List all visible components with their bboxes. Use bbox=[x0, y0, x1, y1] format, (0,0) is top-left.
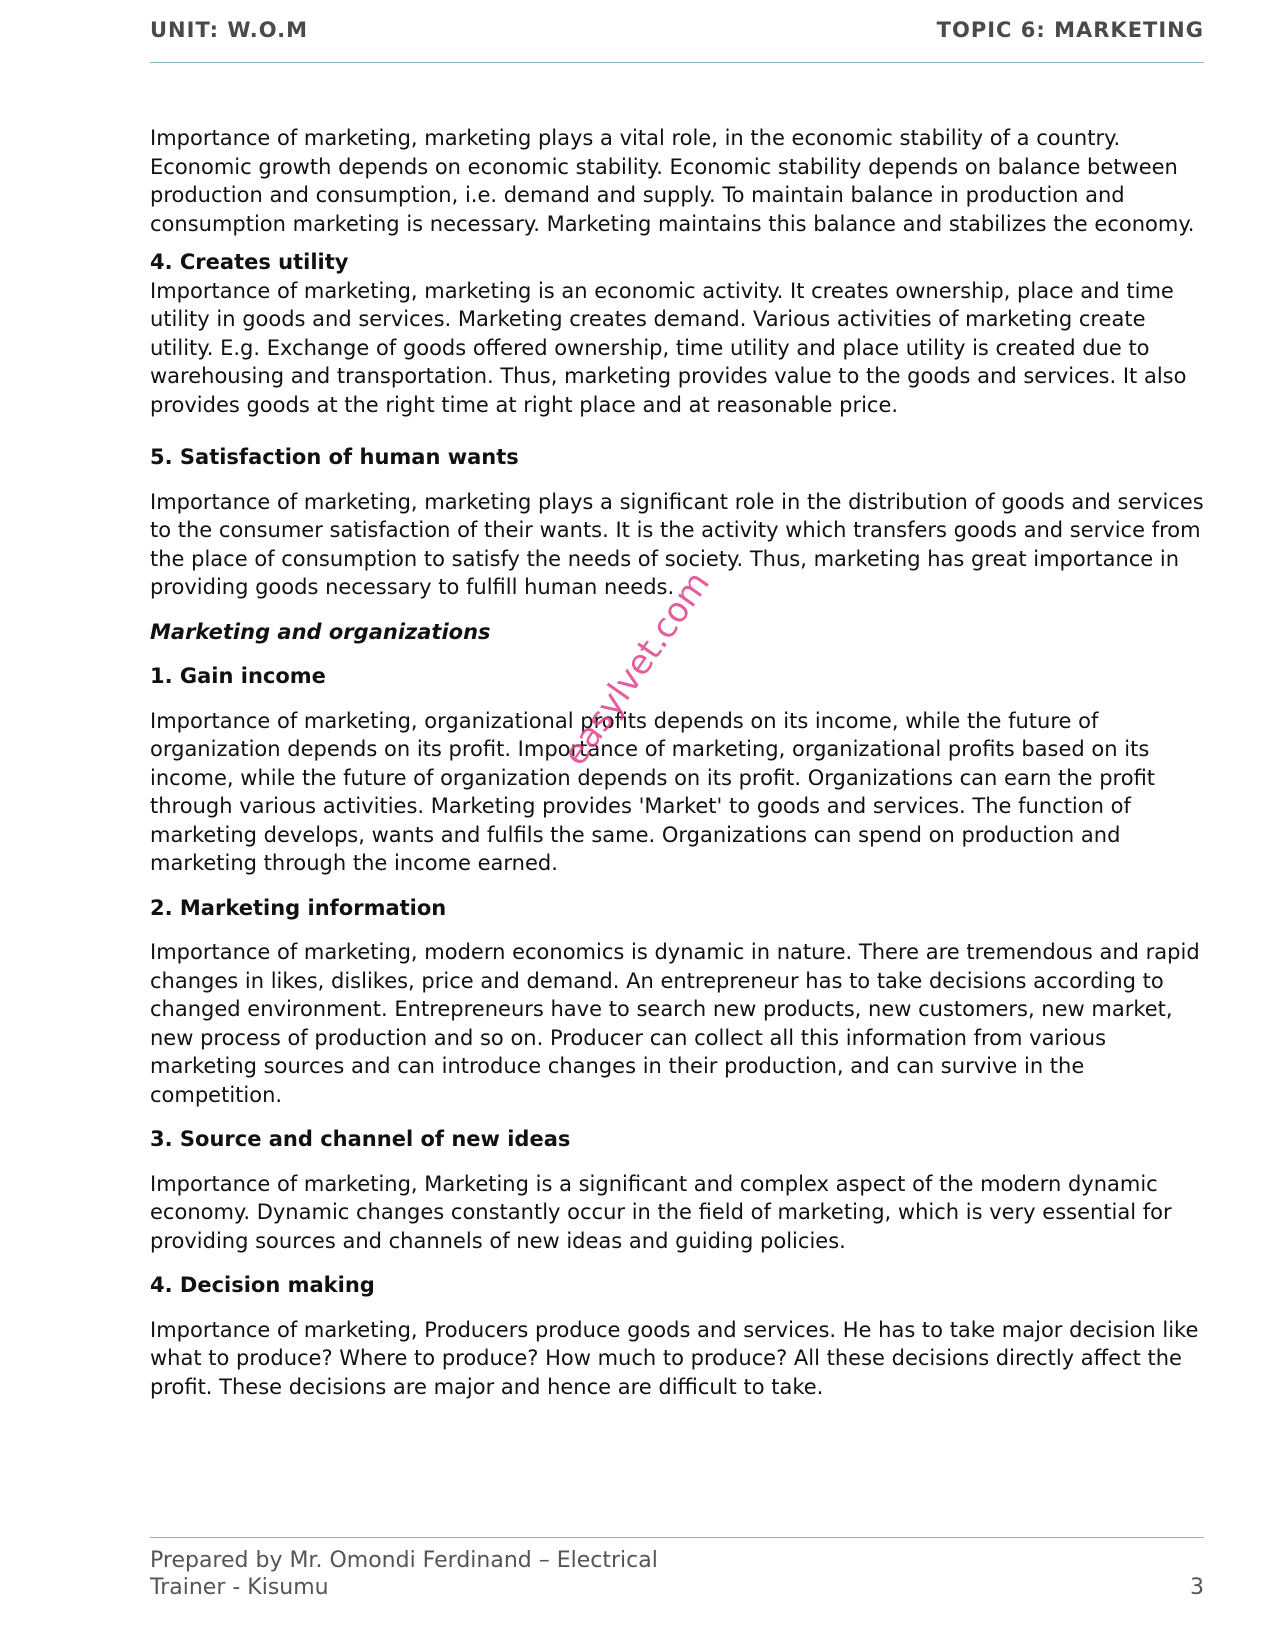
creates-utility-paragraph: Importance of marketing, marketing is an economic activity. It creates ownership, place and time utility in goods and services. Marketing creates demand. Various activities of marketing create utility. E.g. Exchange of goods offered ownership, time utility and place utility is created due to warehousing and transportation. Thus, marketing provides value to the goods and services. It also provides goods at the right time at right place and at reasonable price. bbox=[150, 278, 1187, 417]
satisfaction-heading: 5. Satisfaction of human wants bbox=[150, 445, 519, 469]
footer-divider bbox=[150, 1537, 1204, 1538]
document-body bbox=[150, 124, 1210, 1401]
header-divider bbox=[150, 62, 1204, 63]
page-number: 3 bbox=[1190, 1575, 1204, 1600]
satisfaction-paragraph: Importance of marketing, marketing plays a significant role in the distribution of goods and services to the consumer satisfaction of their wants. It is the activity which transfers goods and service from the place of consumption to satisfy the needs of society. Thus, marketing has great importance in providing goods necessary to fulfill human needs. bbox=[150, 489, 1204, 599]
page-header bbox=[150, 18, 1204, 42]
decision-making-heading: 4. Decision making bbox=[150, 1273, 375, 1297]
source-channel-heading: 3. Source and channel of new ideas bbox=[150, 1127, 571, 1151]
footer-author-line2: Trainer - Kisumu bbox=[150, 1575, 329, 1600]
decision-making-paragraph: Importance of marketing, Producers produce goods and services. He has to take major decision like what to produce? Where to produce? How much to produce? All these decisions directly affect the profit. These decisions are major and hence are difficult to take. bbox=[150, 1317, 1199, 1399]
watermark: easylvet.com bbox=[555, 564, 718, 773]
page-footer bbox=[150, 1547, 1204, 1601]
marketing-information-heading: 2. Marketing information bbox=[150, 895, 447, 920]
organizations-heading: Marketing and organizations bbox=[150, 619, 491, 644]
marketing-information-paragraph: Importance of marketing, modern economics is dynamic in nature. There are tremendous and rapid changes in likes, dislikes, price and demand. An entrepreneur has to take decisions according to changed environment. Entrepreneurs have to search new products, new customers, new market, new process of production and so on. Producer can collect all this information from various marketing sources and can introduce changes in their production, and can survive in the competition. bbox=[150, 940, 1200, 1107]
source-channel-paragraph: Importance of marketing, Marketing is a significant and complex aspect of the modern dynamic economy. Dynamic changes constantly occur in the field of marketing, which is very essential for providing sources and channels of new ideas and guiding policies. bbox=[150, 1171, 1172, 1253]
creates-utility-heading: 4. Creates utility bbox=[150, 250, 349, 274]
gain-income-heading: 1. Gain income bbox=[150, 664, 326, 688]
unit-label: UNIT: W.O.M bbox=[150, 18, 309, 42]
footer-author-line1: Prepared by Mr. Omondi Ferdinand – Electrical bbox=[150, 1548, 658, 1573]
intro-paragraph: Importance of marketing, marketing plays a vital role, in the economic stability of a country. Economic growth depends on economic stability. Economic stability depends on balance between production and consumption, i.e. demand and supply. To maintain balance in production and consumption marketing is necessary. Marketing maintains this balance and stabilizes the economy. bbox=[150, 126, 1195, 236]
topic-label: TOPIC 6: MARKETING bbox=[936, 18, 1204, 42]
gain-income-paragraph: Importance of marketing, organizational profits depends on its income, while the future of organization depends on its profit. Importance of marketing, organizational profits based on its income, while the future of organization depends on its profit. Organizations can earn the profit through various activities. Marketing provides 'Market' to goods and services. The function of marketing develops, wants and fulfils the same. Organizations can spend on production and marketing through the income earned. bbox=[150, 708, 1156, 875]
